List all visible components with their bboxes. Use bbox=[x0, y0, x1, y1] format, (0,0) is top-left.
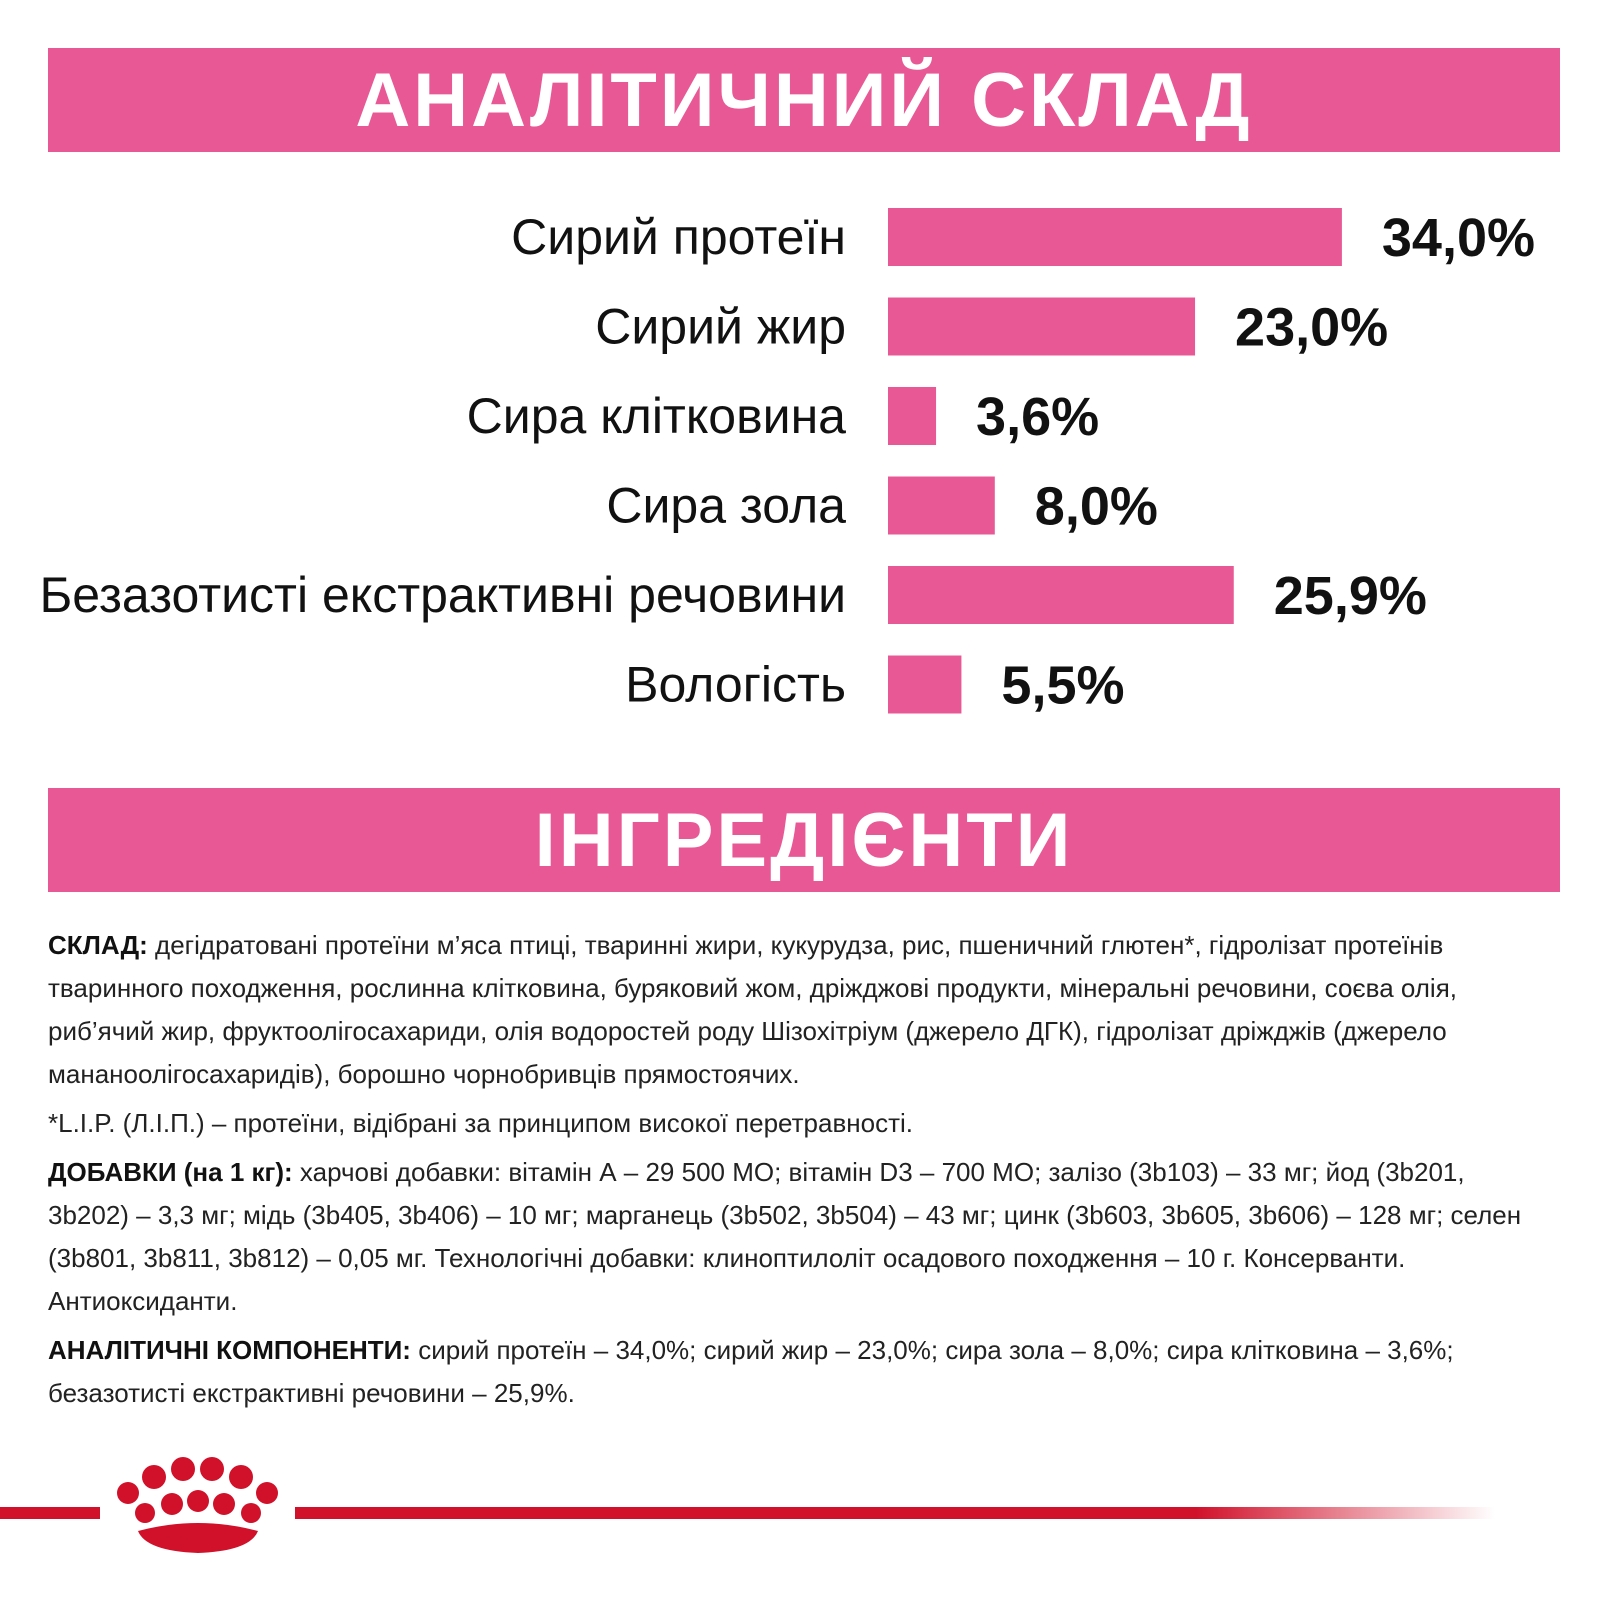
analytic-composition-banner bbox=[48, 48, 1560, 152]
composition-label: СКЛАД: bbox=[48, 930, 148, 960]
analytic-components-text: сирий протеїн – 34,0%; сирий жир – 23,0%; сира зола – 8,0%; сира клітковина – 3,6%; безазотисті екстрактивні речовини – 25,9%. bbox=[48, 1335, 1454, 1408]
additives-label: ДОБАВКИ (на 1 кг): bbox=[48, 1157, 293, 1187]
category-label: Сира клітковина bbox=[466, 388, 846, 444]
footer-stripe-left bbox=[0, 1507, 100, 1519]
ingredients-banner bbox=[48, 788, 1560, 892]
value-label: 8,0% bbox=[1034, 476, 1158, 537]
additives-text: харчові добавки: вітамін А – 29 500 МО; вітамін D3 – 700 МО; залізо (3b103) – 33 мг; йод (3b201, 3b202) – 3,3 мг; мідь (3b405, 3b406) – 10 мг; марганець (3b502, 3b504) – 43 мг; цинк (3b603, 3b605, 3b606) – 128 мг; селен (3b801, 3b811, 3b812) – 0,05 мг. Технологічні добавки: клиноптилоліт осадового походження – 10 г. Консерванти. Антиоксиданти. bbox=[48, 1157, 1522, 1316]
royal-crown-logo-icon bbox=[117, 1457, 278, 1553]
brand-footer bbox=[0, 1455, 1600, 1555]
value-label: 25,9% bbox=[1273, 566, 1427, 626]
analytic-components-paragraph bbox=[48, 1329, 1548, 1415]
analytic-components-label: АНАЛІТИЧНІ КОМПОНЕНТИ: bbox=[48, 1335, 411, 1365]
category-label: Безазотисті екстрактивні речовини bbox=[39, 567, 846, 623]
value-label: 5,5% bbox=[1001, 655, 1125, 716]
value-label: 23,0% bbox=[1235, 297, 1389, 358]
footer-stripe-right bbox=[295, 1507, 1495, 1519]
category-label: Сира зола bbox=[606, 477, 846, 534]
additives-paragraph bbox=[48, 1151, 1548, 1323]
bar bbox=[888, 298, 1195, 356]
composition-paragraph bbox=[48, 924, 1548, 1096]
value-label: 3,6% bbox=[976, 387, 1100, 447]
bar bbox=[888, 208, 1342, 266]
composition-text: дегідратовані протеїни м’яса птиці, тваринні жири, кукурудза, рис, пшеничний глютен*, гідролізат протеїнів тваринного походження, рослинна клітковина, буряковий жом, дріжджові продукти, мінеральні речовини, соєва олія, риб’ячий жир, фруктоолігосахариди, олія водоростей роду Шізохітріум (джерело ДГК), гідролізат дріжджів (джерело мананоолігосахаридів), борошно чорнобривців прямостоячих. bbox=[48, 930, 1458, 1089]
value-label: 34,0% bbox=[1381, 208, 1536, 268]
ingredients-title: ІНГРЕДІЄНТИ bbox=[534, 797, 1074, 883]
bar bbox=[888, 477, 995, 535]
category-label: Сирий жир bbox=[595, 298, 846, 355]
category-label: Сирий протеїн bbox=[511, 209, 846, 265]
analytic-composition-title: АНАЛІТИЧНИЙ СКЛАД bbox=[355, 57, 1253, 143]
ingredients-text-block bbox=[48, 924, 1548, 1421]
bar bbox=[888, 387, 936, 445]
bar bbox=[888, 566, 1234, 624]
footnote-text: *L.I.P. (Л.І.П.) – протеїни, відібрані за принципом високої перетравності. bbox=[48, 1108, 914, 1138]
composition-bar-chart bbox=[0, 190, 1600, 730]
category-label: Вологість bbox=[625, 656, 846, 713]
bar bbox=[888, 656, 961, 714]
footnote-paragraph bbox=[48, 1102, 1548, 1145]
